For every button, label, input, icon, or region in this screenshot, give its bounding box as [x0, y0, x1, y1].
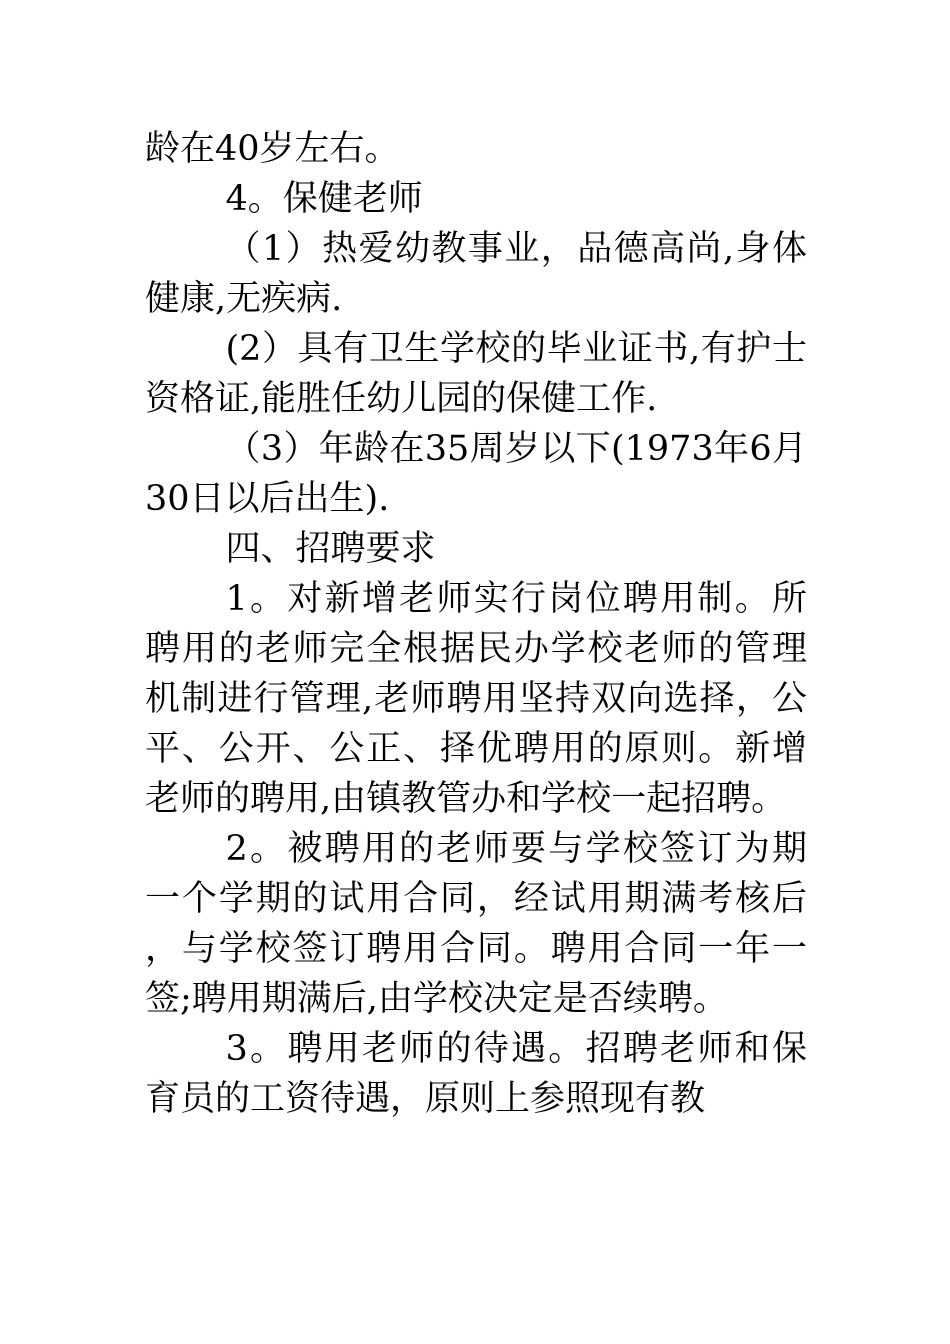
section-heading-recruitment-requirements: 四、招聘要求 [225, 529, 436, 569]
requirement-3: （3）年龄在35周岁以下(1973年6月30日以后出生). [145, 429, 807, 519]
recruitment-item-1: 1。对新增老师实行岗位聘用制。所聘用的老师完全根据民办学校老师的管理机制进行管理,老师聘用坚持双向选择，公平、公开、公正、择优聘用的原则。新增老师的聘用,由镇教管办和学校一起招聘。 [145, 579, 807, 819]
requirement-1: （1）热爱幼教事业，品德高尚,身体健康,无疾病. [145, 229, 807, 319]
recruitment-item-3: 3。聘用老师的待遇。招聘老师和保育员的工资待遇，原则上参照现有教 [145, 1029, 807, 1119]
document-body [145, 124, 807, 1124]
heading-health-teacher: 4。保健老师 [225, 179, 423, 219]
requirement-2: (2）具有卫生学校的毕业证书,有护士资格证,能胜任幼儿园的保健工作. [145, 329, 807, 419]
paragraph-age-line: 龄在40岁左右。 [145, 129, 400, 169]
recruitment-item-2: 2。被聘用的老师要与学校签订为期一个学期的试用合同，经试用期满考核后，与学校签订聘用合同。聘用合同一年一签;聘用期满后,由学校决定是否续聘。 [145, 829, 807, 1019]
